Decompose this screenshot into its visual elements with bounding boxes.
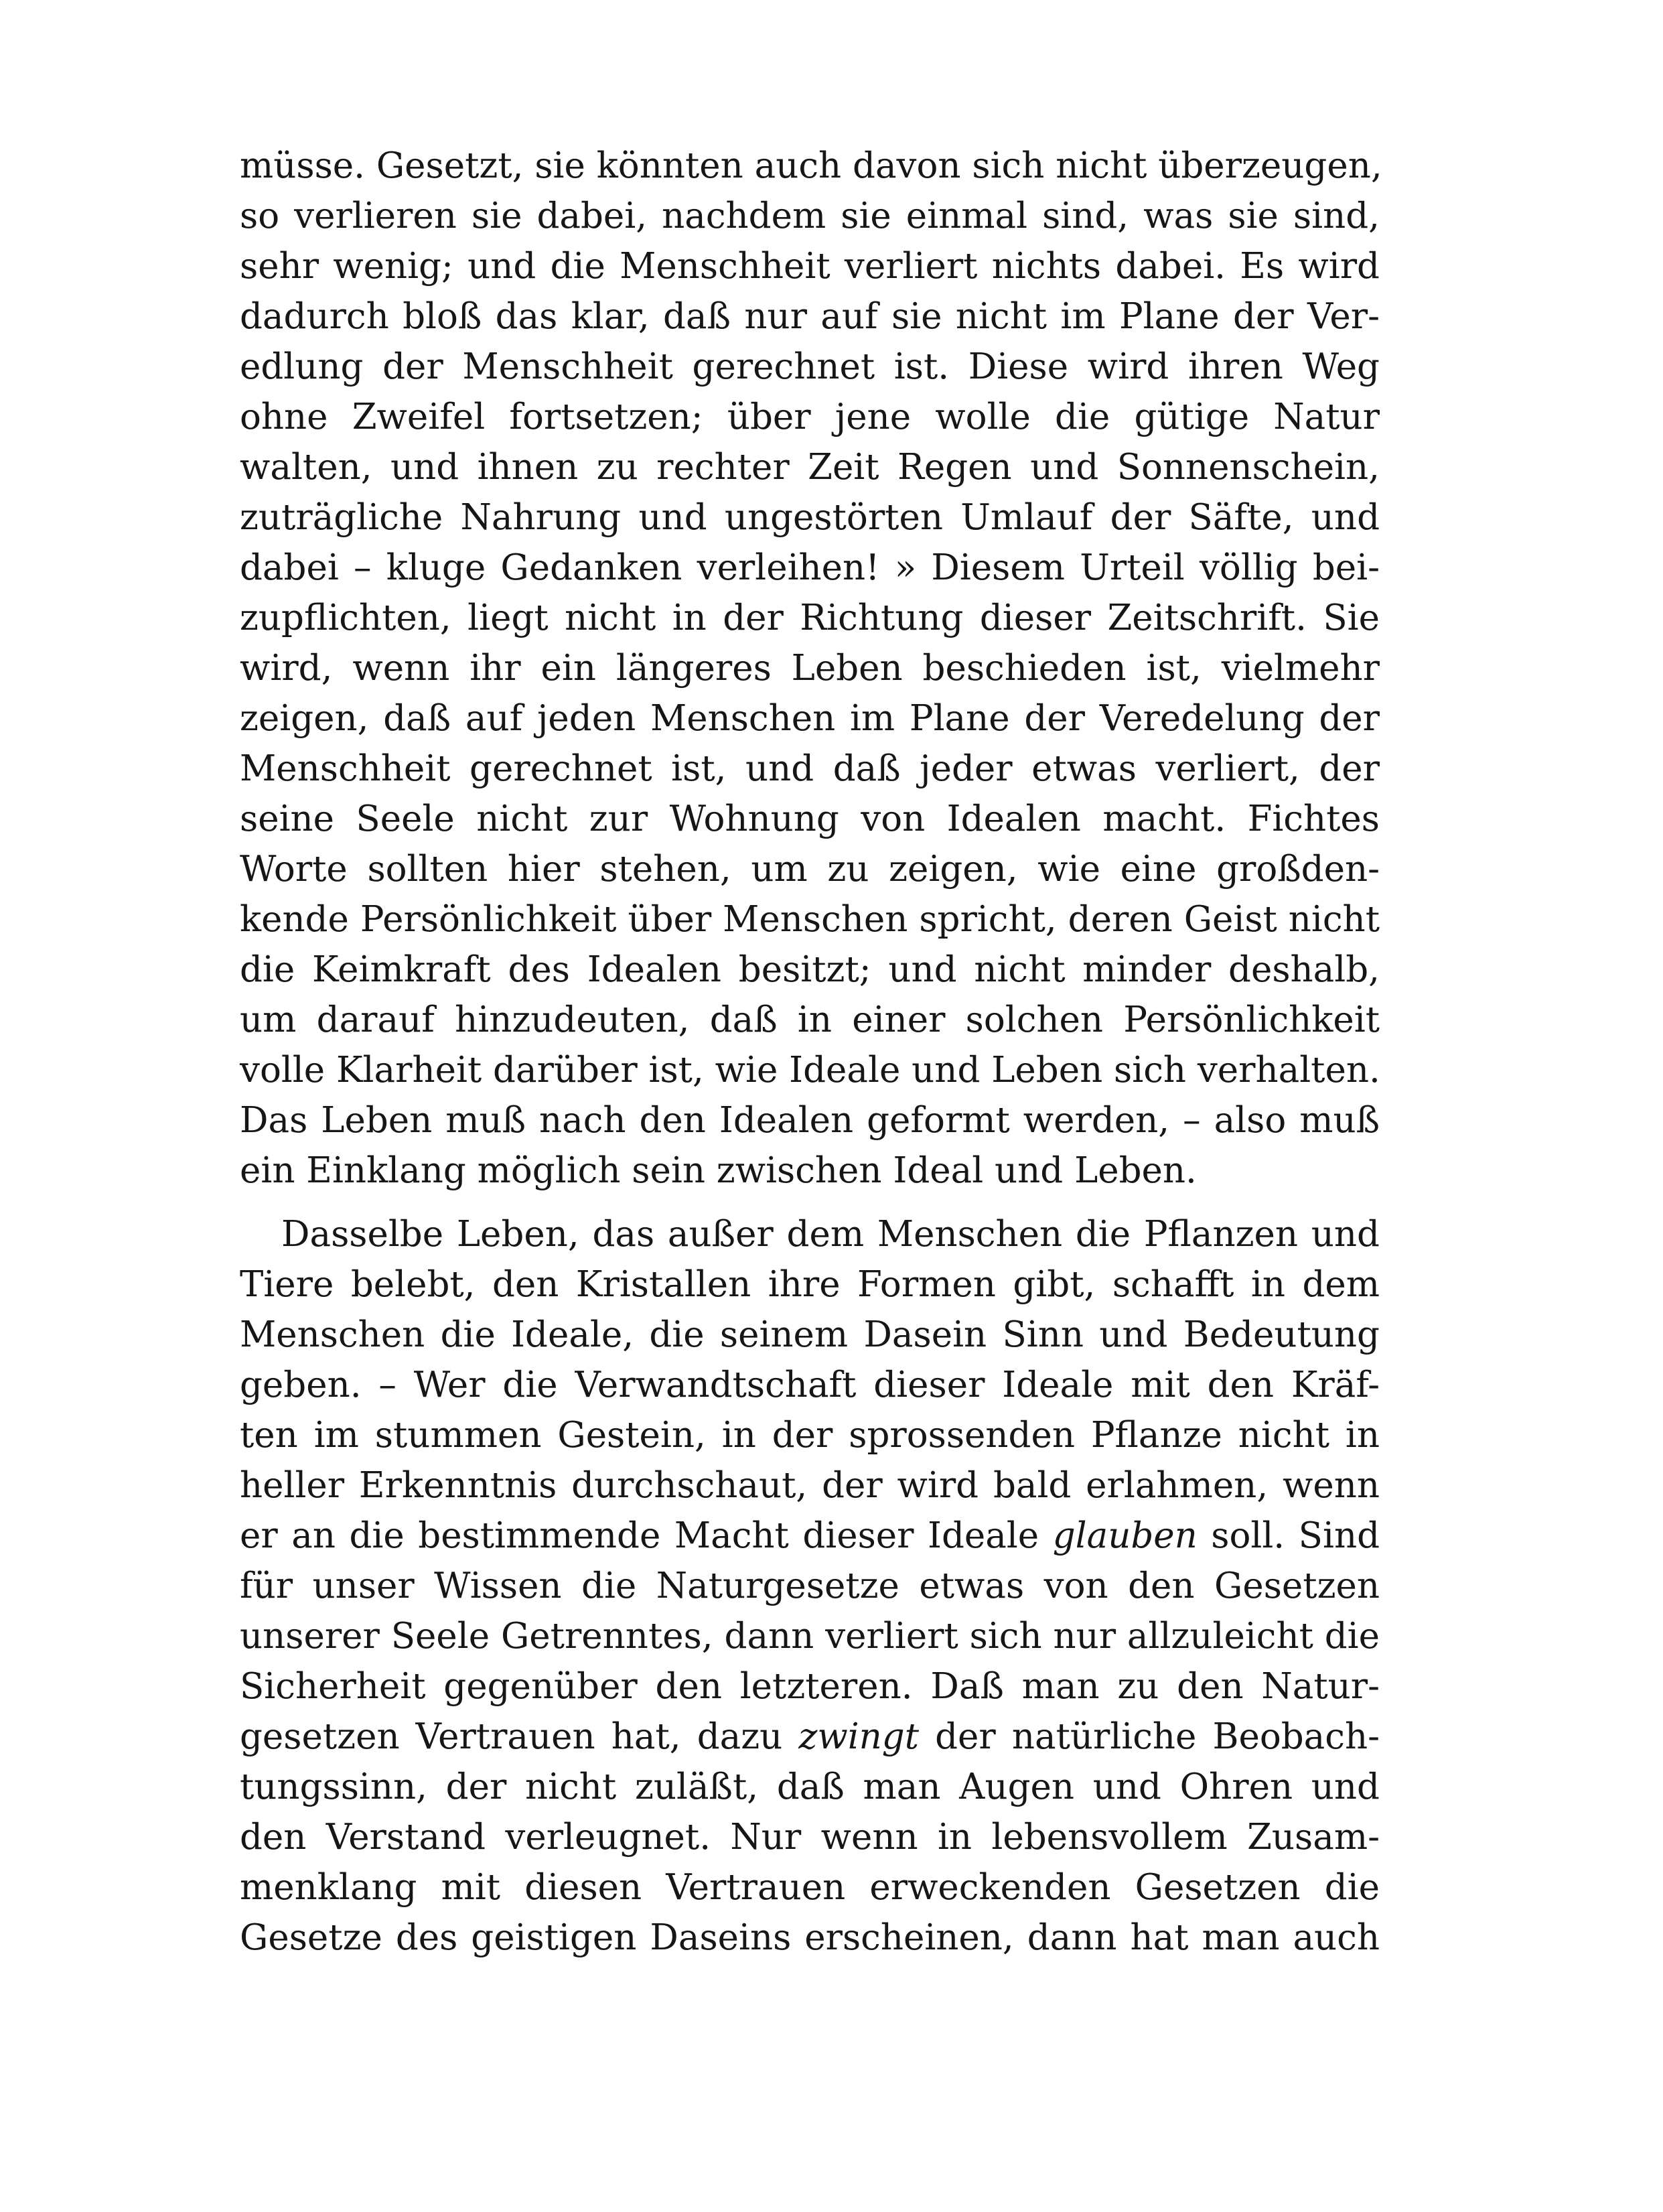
text-line: so verlieren sie dabei, nachdem sie einmal sind, was sie sind, bbox=[240, 196, 1380, 236]
text-line: Worte sollten hier stehen, um zu zeigen, wie eine großden- bbox=[240, 849, 1380, 890]
emphasized-word: zwingt bbox=[798, 1716, 920, 1757]
text-line: ten im stummen Gestein, in der sprossenden Pflanze nicht in bbox=[240, 1415, 1380, 1456]
text-line: tungssinn, der nicht zuläßt, daß man Augen und Ohren und bbox=[240, 1767, 1380, 1807]
text-line: zeigen, daß auf jeden Menschen im Plane der Veredelung der bbox=[240, 698, 1380, 739]
text-line: um darauf hinzudeuten, daß in einer solchen Persönlichkeit bbox=[240, 999, 1380, 1040]
text-line: dabei – kluge Gedanken verleihen! » Diesem Urteil völlig bei- bbox=[240, 547, 1380, 588]
text-line: zuträgliche Nahrung und ungestörten Umlauf der Säfte, und bbox=[240, 497, 1380, 538]
text-line: Gesetze des geistigen Daseins erscheinen, dann hat man auch bbox=[240, 1917, 1380, 1958]
text-line: kende Persönlichkeit über Menschen spricht, deren Geist nicht bbox=[240, 899, 1380, 940]
text-line: für unser Wissen die Naturgesetze etwas von den Gesetzen bbox=[240, 1566, 1380, 1606]
text-line: Tiere belebt, den Kristallen ihre Formen gibt, schafft in dem bbox=[240, 1264, 1380, 1305]
text-line: edlung der Menschheit gerechnet ist. Diese wird ihren Weg bbox=[240, 346, 1380, 387]
text-line: walten, und ihnen zu rechter Zeit Regen und Sonnenschein, bbox=[240, 447, 1380, 488]
body-text bbox=[240, 141, 1380, 1963]
text-line: zupflichten, liegt nicht in der Richtung dieser Zeitschrift. Sie bbox=[240, 598, 1380, 638]
text-line: seine Seele nicht zur Wohnung von Idealen macht. Fichtes bbox=[240, 799, 1380, 839]
text-line: Sicherheit gegenüber den letzteren. Daß man zu den Natur- bbox=[240, 1666, 1380, 1707]
line-segment: er an die bestimmende Macht dieser Ideale bbox=[240, 1515, 1053, 1556]
text-line: heller Erkenntnis durchschaut, der wird bald erlahmen, wenn bbox=[240, 1465, 1380, 1506]
text-line: unserer Seele Getrenntes, dann verliert sich nur allzuleicht die bbox=[240, 1616, 1380, 1657]
text-line: Menschheit gerechnet ist, und daß jeder etwas verliert, der bbox=[240, 748, 1380, 789]
text-line: ohne Zweifel fortsetzen; über jene wolle die gütige Natur bbox=[240, 397, 1380, 437]
text-line: müsse. Gesetzt, sie könnten auch davon sich nicht überzeugen, bbox=[240, 145, 1382, 186]
paragraph-2 bbox=[240, 1209, 1380, 1963]
text-line: ein Einklang möglich sein zwischen Ideal und Leben. bbox=[240, 1150, 1197, 1191]
text-line: geben. – Wer die Verwandtschaft dieser Ideale mit den Kräf- bbox=[240, 1365, 1380, 1405]
text-line: sehr wenig; und die Menschheit verliert nichts dabei. Es wird bbox=[240, 246, 1380, 287]
paragraph-1 bbox=[240, 141, 1380, 1196]
text-line: den Verstand verleugnet. Nur wenn in lebensvollem Zusam- bbox=[240, 1817, 1380, 1858]
text-line: Das Leben muß nach den Idealen geformt werden, – also muß bbox=[240, 1100, 1380, 1141]
line-segment: soll. Sind bbox=[1197, 1515, 1380, 1556]
line-segment: der natürliche Beobach- bbox=[919, 1716, 1380, 1757]
text-line: volle Klarheit darüber ist, wie Ideale und Leben sich verhalten. bbox=[240, 1050, 1380, 1091]
text-line: wird, wenn ihr ein längeres Leben beschieden ist, vielmehr bbox=[240, 648, 1380, 689]
text-line: die Keimkraft des Idealen besitzt; und nicht minder deshalb, bbox=[240, 949, 1380, 990]
paragraph-gap bbox=[240, 1196, 1380, 1209]
emphasized-word: glauben bbox=[1052, 1515, 1198, 1556]
text-line: menklang mit diesen Vertrauen erweckenden Gesetzen die bbox=[240, 1867, 1380, 1908]
text-line: dadurch bloß das klar, daß nur auf sie nicht im Plane der Ver- bbox=[240, 296, 1380, 337]
text-line: Dasselbe Leben, das außer dem Menschen die Pflanzen und bbox=[281, 1214, 1380, 1255]
line-segment: gesetzen Vertrauen hat, dazu bbox=[240, 1716, 799, 1757]
text-line-with-emphasis bbox=[240, 1511, 1380, 1561]
text-line-with-emphasis bbox=[240, 1712, 1380, 1762]
text-line: Menschen die Ideale, die seinem Dasein Sinn und Bedeutung bbox=[240, 1314, 1380, 1355]
